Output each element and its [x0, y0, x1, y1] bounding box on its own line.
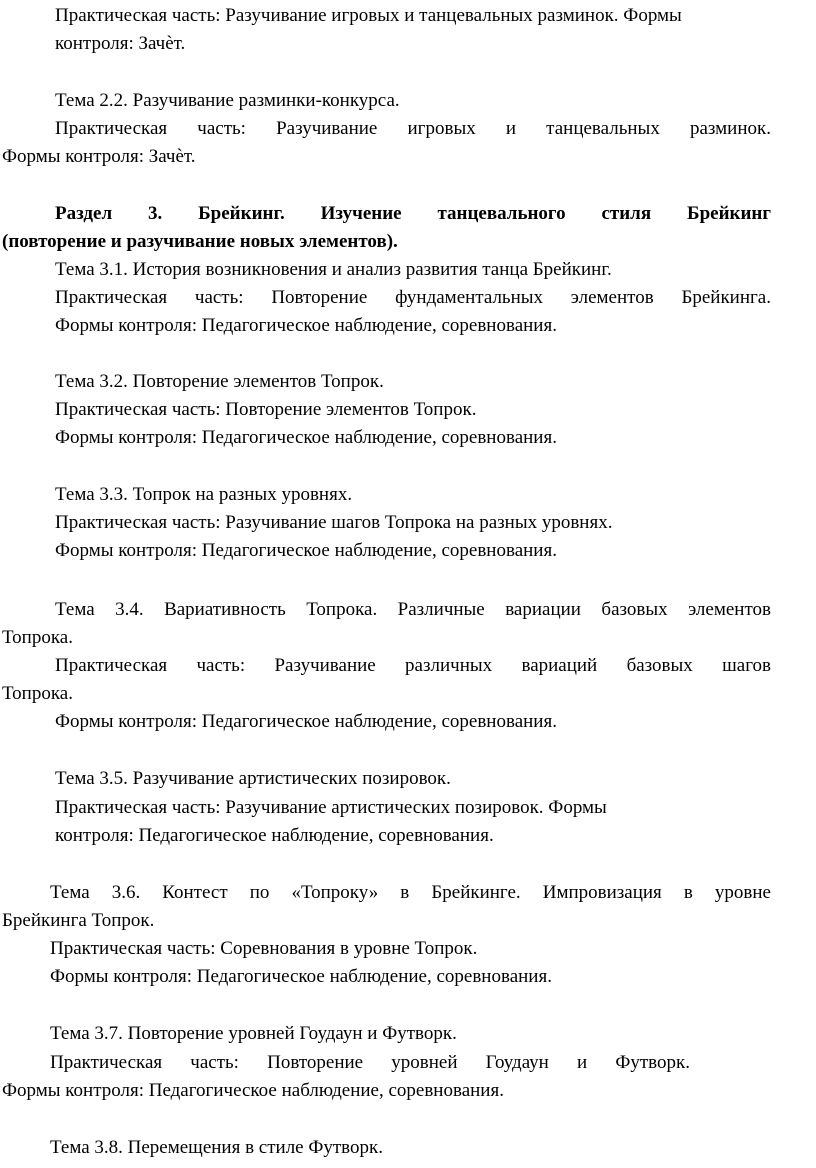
topic-3-3-title: Тема 3.3. Топрок на разных уровнях. [55, 484, 353, 505]
section-3-heading-line2: (повторение и разучивание новых элементов). [2, 231, 398, 252]
topic-2-2-practice-line1: Практическая часть: Разучивание игровых и танцевальных разминок. [55, 118, 771, 139]
topic-3-6-practice: Практическая часть: Соревнования в уровне Топрок. [50, 938, 478, 959]
topic-3-6-title-line2: Брейкинга Топрок. [2, 910, 155, 931]
topic-3-6-title-line1: Тема 3.6. Контест по «Топроку» в Брейкинге. Импровизация в уровне [50, 882, 771, 903]
topic-3-4-title-line2: Топрока. [2, 627, 73, 648]
topic-3-1-practice: Практическая часть: Повторение фундаментальных элементов Брейкинга. [55, 287, 771, 308]
topic-3-4-practice-line1: Практическая часть: Разучивание различных вариаций базовых шагов [55, 655, 771, 676]
topic-3-2-control: Формы контроля: Педагогическое наблюдение, соревнования. [55, 427, 557, 448]
topic-3-4-title-line1: Тема 3.4. Вариативность Топрока. Различные вариации базовых элементов [55, 599, 771, 620]
topic-3-5-practice-line1: Практическая часть: Разучивание артистических позировок. Формы [55, 797, 607, 818]
topic-3-4-control: Формы контроля: Педагогическое наблюдение, соревнования. [55, 711, 557, 732]
topic-3-5-practice-line2: контроля: Педагогическое наблюдение, соревнования. [55, 825, 494, 846]
topic-3-4-practice-line2: Топрока. [2, 683, 73, 704]
intro-practice-line1: Практическая часть: Разучивание игровых и танцевальных разминок. Формы [55, 5, 682, 26]
topic-3-5-title: Тема 3.5. Разучивание артистических позировок. [55, 768, 451, 789]
topic-3-7-title: Тема 3.7. Повторение уровней Гоудаун и Футворк. [50, 1023, 457, 1044]
topic-3-3-practice: Практическая часть: Разучивание шагов Топрока на разных уровнях. [55, 512, 613, 533]
topic-3-8-title: Тема 3.8. Перемещения в стиле Футворк. [50, 1137, 384, 1158]
topic-2-2-title: Тема 2.2. Разучивание разминки-конкурса. [55, 90, 400, 111]
topic-3-2-practice: Практическая часть: Повторение элементов Топрок. [55, 399, 477, 420]
topic-3-3-control: Формы контроля: Педагогическое наблюдение, соревнования. [55, 540, 557, 561]
topic-3-7-practice-line2: Формы контроля: Педагогическое наблюдение, соревнования. [2, 1080, 504, 1101]
topic-3-1-control: Формы контроля: Педагогическое наблюдение, соревнования. [55, 315, 557, 336]
topic-3-2-title: Тема 3.2. Повторение элементов Топрок. [55, 371, 384, 392]
topic-2-2-practice-line2: Формы контроля: Зачѐт. [2, 146, 196, 167]
intro-practice-line2: контроля: Зачѐт. [55, 33, 186, 54]
topic-3-6-control: Формы контроля: Педагогическое наблюдение, соревнования. [50, 966, 552, 987]
topic-3-1-title: Тема 3.1. История возникновения и анализ развития танца Брейкинг. [55, 259, 612, 280]
section-3-heading-line1: Раздел 3. Брейкинг. Изучение танцевального стиля Брейкинг [55, 203, 771, 224]
topic-3-7-practice-line1: Практическая часть: Повторение уровней Гоудаун и Футворк. [50, 1052, 690, 1073]
